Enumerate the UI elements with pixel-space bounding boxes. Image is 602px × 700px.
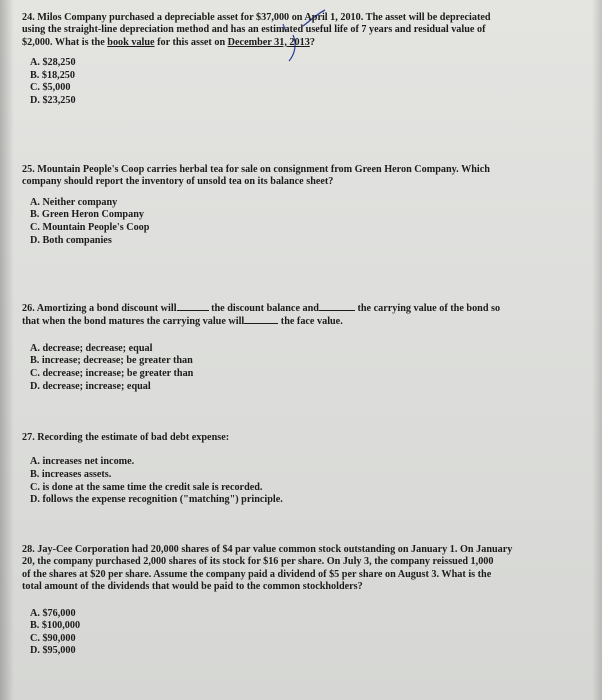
answer-options xyxy=(30,57,594,107)
option-b: B. increase; decrease; be greater than xyxy=(30,355,193,367)
stem-line: of the shares at $20 per share. Assume the company paid a dividend of $5 per share on August 3. What is the xyxy=(22,568,492,580)
question-stem xyxy=(22,12,594,49)
answer-options xyxy=(30,456,594,506)
fill-in-blank-1 xyxy=(177,302,209,311)
option-a: A. decrease; decrease; equal xyxy=(30,342,153,354)
question-25 xyxy=(22,164,594,247)
stem-line: 25. Mountain People's Coop carries herbal tea for sale on consignment from Green Heron Company. Which xyxy=(22,164,490,175)
stem-text: the face value. xyxy=(278,316,343,328)
option-d: D. $23,250 xyxy=(30,95,76,106)
question-28 xyxy=(22,544,594,658)
option-b: B. Green Heron Company xyxy=(30,209,144,221)
option-a: A. $28,250 xyxy=(30,57,76,69)
option-c: C. $5,000 xyxy=(30,82,71,94)
underlined-date: December 31, 2013 xyxy=(227,36,310,48)
option-c: C. Mountain People's Coop xyxy=(30,222,150,233)
option-a: A. $76,000 xyxy=(30,607,76,619)
question-stem xyxy=(22,302,594,329)
question-27 xyxy=(22,432,594,507)
stem-line: 20, the company purchased 2,000 shares of its stock for $16 per share. On July 3, the company reissued 1,000 xyxy=(22,556,494,568)
option-d: D. decrease; increase; equal xyxy=(30,380,151,392)
stem-text: for this asset on xyxy=(154,36,228,48)
stem-line: 28. Jay-Cee Corporation had 20,000 shares of $4 par value common stock outstanding on January 1. On January xyxy=(22,544,513,555)
stem-text: the carrying value of the bond so xyxy=(354,303,501,314)
option-b: B. increases assets. xyxy=(30,469,112,480)
stem-text: $2,000. What is the xyxy=(22,36,108,48)
answer-options xyxy=(30,343,594,393)
fill-in-blank-3 xyxy=(244,315,278,324)
question-stem xyxy=(22,544,594,594)
stem-line xyxy=(22,315,594,328)
option-c: C. decrease; increase; be greater than xyxy=(30,368,194,379)
option-c: C. is done at the same time the credit sale is recorded. xyxy=(30,481,263,493)
option-a: A. Neither company xyxy=(30,196,118,208)
question-26 xyxy=(22,302,594,393)
answer-options xyxy=(30,197,594,247)
stem-line: 27. Recording the estimate of bad debt expense: xyxy=(22,432,230,443)
question-stem xyxy=(22,164,594,189)
stem-line: using the straight-line depreciation method and has an estimated useful life of 7 years and residual value of xyxy=(22,24,486,36)
stem-text: 26. Amortizing a bond discount will xyxy=(22,303,177,314)
question-24 xyxy=(22,12,594,108)
stem-text: ? xyxy=(309,36,315,48)
option-a: A. increases net income. xyxy=(30,456,135,468)
stem-line xyxy=(22,302,594,315)
page-edge-shadow-left xyxy=(0,0,14,700)
option-b: B. $18,250 xyxy=(30,69,75,81)
fill-in-blank-2 xyxy=(319,302,355,311)
stem-line xyxy=(22,37,594,49)
option-d: D. follows the expense recognition ("matching") principle. xyxy=(30,494,283,506)
answer-options xyxy=(30,608,594,658)
underlined-term-book-value: book value xyxy=(107,36,155,48)
option-d: D. $95,000 xyxy=(30,645,76,657)
option-b: B. $100,000 xyxy=(30,620,81,632)
question-stem xyxy=(22,432,594,444)
stem-line: 24. Milos Company purchased a depreciable asset for $37,000 on April 1, 2010. The asset will be depreciated xyxy=(22,12,491,23)
stem-text: the discount balance and xyxy=(208,303,319,314)
option-d: D. Both companies xyxy=(30,234,112,246)
stem-line: company should report the inventory of unsold tea on its balance sheet? xyxy=(22,176,334,188)
option-c: C. $90,000 xyxy=(30,632,76,644)
stem-line: total amount of the dividends that would be paid to the common stockholders? xyxy=(22,581,363,593)
stem-text: that when the bond matures the carrying value will xyxy=(22,316,245,328)
